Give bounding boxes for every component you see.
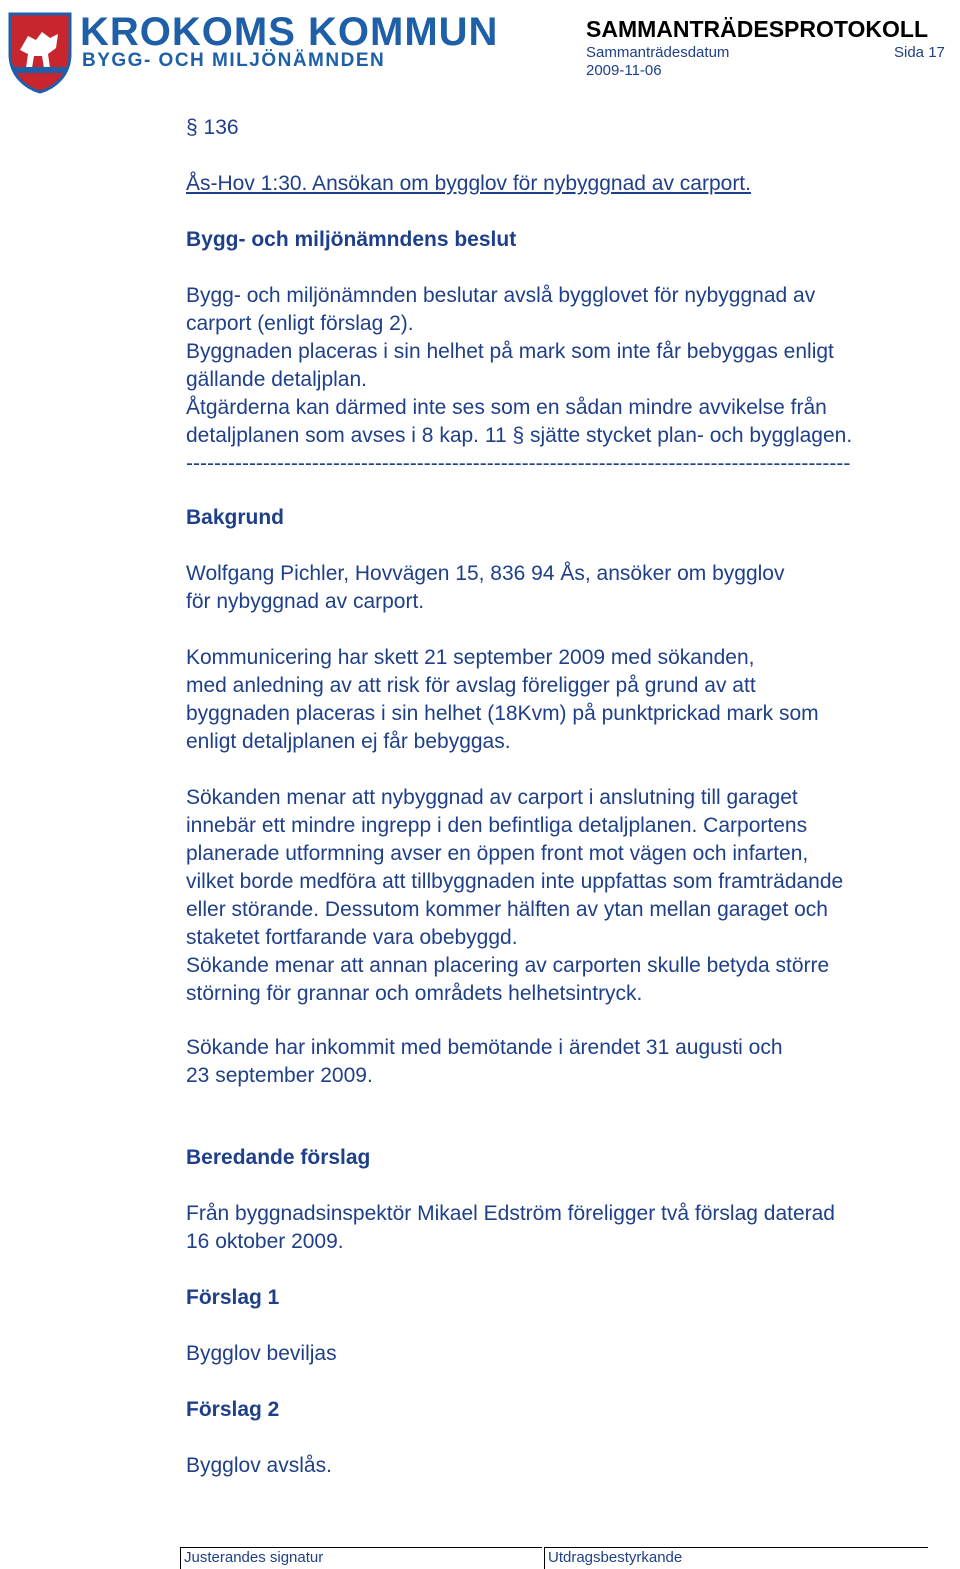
separator-line: ----------------------------------------------------------------------------------------------- — [186, 452, 851, 475]
option-1-heading: Förslag 1 — [186, 1286, 280, 1309]
decision-line: Åtgärderna kan därmed inte ses som en sådan mindre avvikelse från — [186, 396, 827, 419]
decision-line: Bygg- och miljönämnden beslutar avslå bygglovet för nybyggnad av — [186, 284, 816, 307]
background-text: eller störande. Dessutom kommer hälften av ytan mellan garaget och — [186, 898, 828, 921]
proposal-intro: Från byggnadsinspektör Mikael Edström föreligger två förslag daterad — [186, 1202, 835, 1225]
background-text: 23 september 2009. — [186, 1064, 373, 1087]
certification-box — [544, 1547, 928, 1569]
proposal-intro: 16 oktober 2009. — [186, 1230, 344, 1253]
background-text: Sökande menar att annan placering av carporten skulle betyda större — [186, 954, 830, 977]
option-1-text: Bygglov beviljas — [186, 1342, 337, 1365]
background-text: Sökanden menar att nybyggnad av carport i anslutning till garaget — [186, 786, 798, 809]
background-text: störning för grannar och områdets helhetsintryck. — [186, 982, 643, 1005]
decision-heading: Bygg- och miljönämndens beslut — [186, 228, 517, 251]
background-text: byggnaden placeras i sin helhet (18Kvm) på punktprickad mark som — [186, 702, 819, 725]
section-number: § 136 — [186, 116, 239, 139]
signature-label: Justerandes signatur — [184, 1549, 324, 1566]
decision-line: carport (enligt förslag 2). — [186, 312, 414, 335]
background-text: för nybyggnad av carport. — [186, 590, 425, 613]
brand-department: BYGG- OCH MILJÖNÄMNDEN — [82, 50, 386, 71]
proposal-heading: Beredande förslag — [186, 1146, 371, 1169]
decision-line: gällande detaljplan. — [186, 368, 367, 391]
decision-line: detaljplanen som avses i 8 kap. 11 § sjätte stycket plan- och bygglagen. — [186, 424, 853, 447]
background-text: innebär ett mindre ingrepp i den befintliga detaljplanen. Carportens — [186, 814, 808, 837]
decision-line: Byggnaden placeras i sin helhet på mark som inte får bebyggas enligt — [186, 340, 834, 363]
background-text: staketet fortfarande vara obebyggd. — [186, 926, 518, 949]
background-heading: Bakgrund — [186, 506, 285, 529]
protocol-title: SAMMANTRÄDESPROTOKOLL — [586, 16, 929, 42]
background-text: Sökande har inkommit med bemötande i ärendet 31 augusti och — [186, 1036, 783, 1059]
background-text: Wolfgang Pichler, Hovvägen 15, 836 94 Ås, ansöker om bygglov — [186, 562, 785, 585]
background-text: vilket borde medföra att tillbyggnaden inte uppfattas som framträdande — [186, 870, 844, 893]
background-text: med anledning av att risk för avslag föreligger på grund av att — [186, 674, 756, 697]
meeting-date-label: Sammanträdesdatum — [586, 44, 730, 61]
section-title: Ås-Hov 1:30. Ansökan om bygglov för nybyggnad av carport. — [186, 172, 751, 195]
background-text: planerade utformning avser en öppen front mot vägen och infarten, — [186, 842, 809, 865]
municipality-coat-of-arms-logo — [6, 10, 74, 94]
option-2-heading: Förslag 2 — [186, 1398, 280, 1421]
option-2-text: Bygglov avslås. — [186, 1454, 332, 1477]
meeting-date: 2009-11-06 — [586, 62, 662, 79]
signature-box — [180, 1547, 542, 1569]
certification-label: Utdragsbestyrkande — [548, 1549, 683, 1566]
page-number: Sida 17 — [894, 44, 945, 61]
brand-name: KROKOMS KOMMUN — [80, 10, 499, 54]
background-text: enligt detaljplanen ej får bebyggas. — [186, 730, 511, 753]
background-text: Kommunicering har skett 21 september 2009 med sökanden, — [186, 646, 755, 669]
